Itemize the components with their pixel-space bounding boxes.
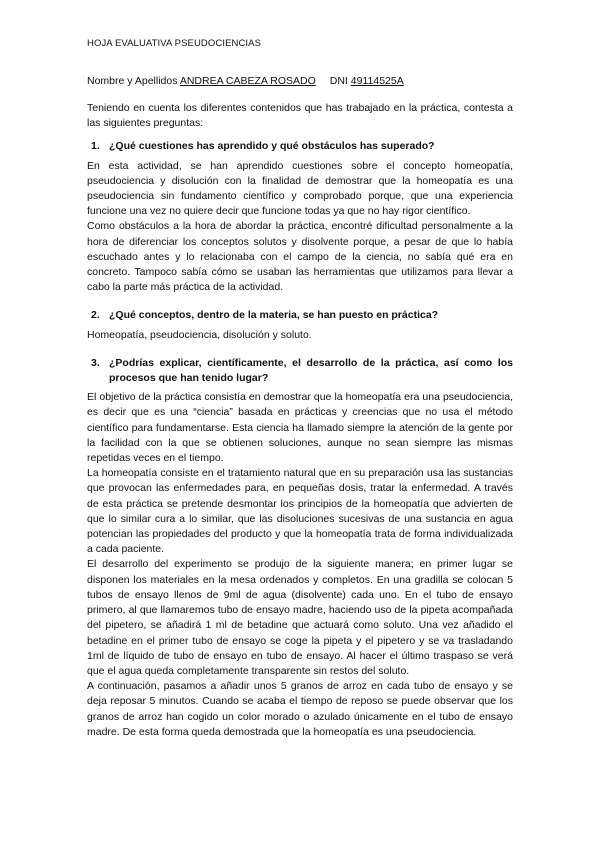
- question-number: 3.: [91, 356, 100, 369]
- document-title: HOJA EVALUATIVA PSEUDOCIENCIAS: [87, 38, 262, 49]
- question-text: ¿Qué conceptos, dentro de la materia, se han puesto en práctica?: [109, 309, 439, 322]
- answer-paragraph: En esta actividad, se han aprendido cuestiones sobre el concepto homeopatía, pseudociencia y disolución con la finalidad de demostrar que la homeopatía es una pseudociencia sin fundamento científico y comprobado porque, que una experiencia funcione una vez no quiere decir que funcione todas ya que no hay rigor científico.: [87, 159, 513, 218]
- answer-paragraph: A continuación, pasamos a añadir unos 5 granos de arroz en cada tubo de ensayo y se deja reposar 5 minutos. Cuando se acaba el tiempo de reposo se puede observar que los granos de arroz han cogido un color morado o azulado únicamente en el tubo de ensayo madre. De esta forma queda demostrada que la homeopatía es una pseudociencia.: [87, 680, 513, 738]
- intro-text: Teniendo en cuenta los diferentes contenidos que has trabajado en la práctica, contesta a las siguientes preguntas:: [87, 102, 513, 130]
- question-text: ¿Qué cuestiones has aprendido y qué obstáculos has superado?: [109, 140, 435, 153]
- student-name: ANDREA CABEZA ROSADO: [179, 75, 316, 87]
- question-number: 2.: [91, 309, 100, 322]
- answer-paragraph: La homeopatía consiste en el tratamiento natural que en su preparación usa las sustancias que provocan las enfermedades para, en pequeñas dosis, tratar la enfermedad. A través de esta práctica se pretende desmontar los principios de la homeopatía que advierten de que lo similar cura a lo similar, que las disoluciones sucesivas de una sustancia en agua potencian las propiedades del producto y que la homeopatía trata de forma individualizada a cada paciente.: [87, 467, 513, 556]
- question-3: [87, 356, 513, 386]
- answer-paragraph: Como obstáculos a la hora de abordar la práctica, encontré dificultad personalmente a la hora de diferenciar los conceptos solutos y disolvente porque, a pesar de que lo había escuchado antes y lo relacionaba con el campo de la ciencia, no sabía qué era en concreto. Tampoco sabía cómo se usaban las herramientas que utilizamos para llevar a cabo la parte más práctica de la actividad.: [87, 220, 513, 294]
- question-1: [87, 139, 513, 154]
- question-number: 1.: [91, 140, 100, 153]
- answer-paragraph: Homeopatía, pseudociencia, disolución y soluto.: [87, 328, 312, 341]
- dni-label: DNI: [329, 75, 348, 87]
- answer-paragraph: El desarrollo del experimento se produjo de la siguiente manera; en primer lugar se disponen los materiales en la mesa ordenados y completos. En una gradilla se colocan 5 tubos de ensayo llenos de 9ml de agua (disolvente) cada uno. En el tubo de ensayo primero, al que llamaremos tubo de ensayo madre, haciendo uso de la pipeta acompañada del pipetero, se añadirá 1 ml de betadine que actuará como soluto. Una vez añadido el betadine en el primer tubo de ensayo se coge la pipeta y el pipetero y se va trasladando 1ml de líquido de tubo de ensayo en tubo de ensayo. Al hacer el último traspaso se verá que el agua queda completamente transparente sin restos del soluto.: [87, 558, 513, 677]
- student-info: [87, 75, 513, 87]
- question-2: [87, 308, 513, 323]
- question-text: ¿Podrías explicar, científicamente, el desarrollo de la práctica, así como los procesos que han tenido lugar?: [109, 356, 513, 385]
- student-dni: 49114525A: [350, 75, 404, 87]
- answer-paragraph: El objetivo de la práctica consistía en demostrar que la homeopatía era una pseudociencia, es decir que es una “ciencia” basada en prácticas y creencias que no usa el método científico para fundamentarse. Esta ciencia ha llamado siempre la atención de la gente por la facilidad con la que se obtienen soluciones, aunque no sean siempre las mismas repetidas veces en el tiempo.: [87, 391, 513, 465]
- name-label: Nombre y Apellidos: [87, 75, 178, 87]
